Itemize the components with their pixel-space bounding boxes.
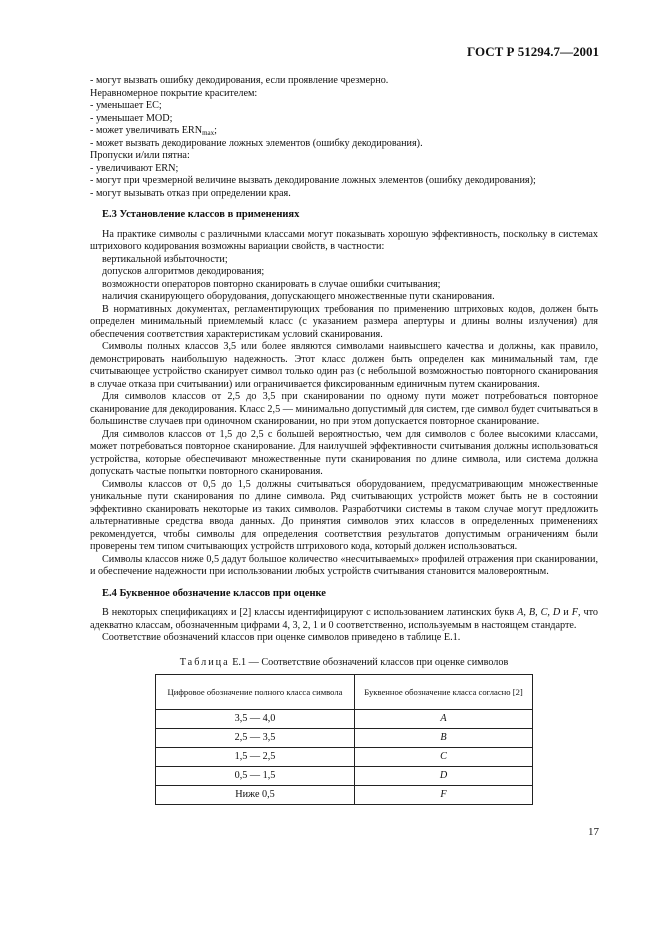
table-row [156, 767, 533, 786]
ern-subscript: max [202, 129, 215, 137]
text-line: - может вызвать декодирование ложных элементов (ошибку декодирования). [90, 137, 423, 149]
cell-letter: F [355, 786, 533, 805]
section-e3-title: E.3 Установление классов в применениях [102, 209, 300, 220]
text-line: Пропуски и/или пятна: [90, 150, 190, 161]
cell-numeric: 1,5 — 2,5 [156, 748, 355, 767]
text-line: - могут при чрезмерной величине вызвать декодирование ложных элементов (ошибку декодирования); [90, 175, 536, 186]
paragraph: Символы классов ниже 0,5 дадут большое количество «несчитываемых» профилей отражения при сканировании, и обеспечение надежности при использовании любых устройств считывания становится маловероятным. [90, 553, 598, 577]
page-number: 17 [588, 826, 599, 838]
table-caption-text: Е.1 — Соответствие обозначений классов при оценке символов [232, 656, 509, 668]
cell-numeric: 3,5 — 4,0 [156, 710, 355, 729]
ern-text: - может увеличивать ERN [90, 125, 203, 136]
list-item: допусков алгоритмов декодирования; [102, 266, 265, 277]
classes-table [155, 674, 533, 805]
text-line: Неравномерное покрытие красителем: [90, 87, 258, 99]
table-header-row [156, 675, 533, 710]
e4-letters: A, B, C, D [517, 607, 561, 618]
cell-letter: B [355, 729, 533, 748]
paragraph: Для символов классов от 2,5 до 3,5 при сканировании по одному пути может потребоваться повторное сканирование для декодирования. Класс 2,5 — минимально допустимый для систем, где символ будет считываться в большинстве случаев при одиночном сканировании, но при этом допускается повторное сканирование. [90, 391, 598, 427]
list-item: наличия сканирующего оборудования, допускающего множественные пути сканирования. [102, 291, 495, 302]
cell-numeric: 2,5 — 3,5 [156, 729, 355, 748]
table-caption-word: Таблица [179, 656, 230, 668]
e4-p1-part-b: и [560, 607, 572, 618]
table-caption [90, 657, 598, 670]
paragraph: На практике символы с различными классами могут показывать хорошую эффективность, поскольку в системах штрихового кодирования возможны вариации свойств, в частности: [90, 228, 598, 252]
text-line: - могут вызывать отказ при определении края. [90, 187, 291, 199]
section-e4-title: E.4 Буквенное обозначение классов при оценке [102, 587, 326, 599]
paragraph [90, 607, 598, 632]
text-line: - увеличивают ERN; [90, 162, 179, 174]
table-row [156, 786, 533, 805]
text-line-ern [90, 125, 598, 138]
table-row [156, 710, 533, 729]
cell-letter: A [355, 710, 533, 729]
e4-p1-part-a: В некоторых спецификациях и [2] классы идентифицируют с использованием латинских букв [102, 607, 518, 618]
table-row [156, 748, 533, 767]
table-header-letter: Буквенное обозначение класса согласно [2] [355, 675, 533, 710]
cell-letter: D [355, 767, 533, 786]
paragraph: Символы полных классов 3,5 или более являются символами наивысшего качества и должны, как правило, демонстрировать наибольшую надежность. Этот класс должен быть определен как минимальный там, где считывающее устройство сканирует символ только один раз (с небольшой возможностью повторного сканирования в случае отказа при считывании) или ограничивается фиксированным единичным путем сканирования. [90, 341, 598, 390]
page-content [90, 75, 598, 805]
table-row [156, 729, 533, 748]
cell-numeric: 0,5 — 1,5 [156, 767, 355, 786]
list-item: возможности операторов повторно сканировать в случае ошибки считывания; [102, 278, 441, 290]
text-line: - могут вызвать ошибку декодирования, если проявление чрезмерно. [90, 75, 389, 86]
cell-letter: C [355, 748, 533, 767]
e4-letter-f: F [571, 607, 578, 618]
standard-header: ГОСТ Р 51294.7—2001 [467, 44, 599, 59]
e4-p1-part-c: , что адекватно классам, обозначенным цифрами 4, 3, 2, 1 и 0 соответственно, используемым в настоящем стандарте. [90, 607, 598, 631]
ern-tail: ; [214, 125, 217, 136]
paragraph: Символы классов от 0,5 до 1,5 должны считываться оборудованием, предусматривающим множественные уникальные пути сканирования по длине символа. Ряд считывающих устройств может быть не в состоянии эффективно сканировать некоторые из таких символов. Разработчики системы в таком случае могут предложить альтернативные средства ввода данных. До принятия символов этих классов в определенных применениях рекомендуется, чтобы символы для определения соответствия результатов допустимым ограничениям были проверены тем типом считывающих устройств штрихового кода, который должен использоваться. [90, 478, 598, 552]
paragraph: Для символов классов от 1,5 до 2,5 с большей вероятностью, чем для символов с более высокими классами, может потребоваться повторное сканирование. Для наилучшей эффективности считывания должны использоваться устройства, которые обеспечивают множественные пути сканирования по длине символа, или система должна допускать частые попытки повторного сканирования. [90, 428, 598, 477]
paragraph: В нормативных документах, регламентирующих требования по применению штриховых кодов, должен быть определен минимальный приемлемый класс (с указанием размера апертуры и длины волны излучения) для обеспечения соответствия характеристикам условий сканирования. [90, 303, 598, 340]
text-line: - уменьшает EC; [90, 100, 162, 111]
cell-numeric: Ниже 0,5 [156, 786, 355, 805]
table-header-numeric: Цифровое обозначение полного класса символа [156, 675, 355, 710]
paragraph: Соответствие обозначений классов при оценке символов приведено в таблице Е.1. [102, 632, 461, 643]
list-item: вертикальной избыточности; [102, 253, 228, 265]
text-line: - уменьшает MOD; [90, 112, 173, 124]
